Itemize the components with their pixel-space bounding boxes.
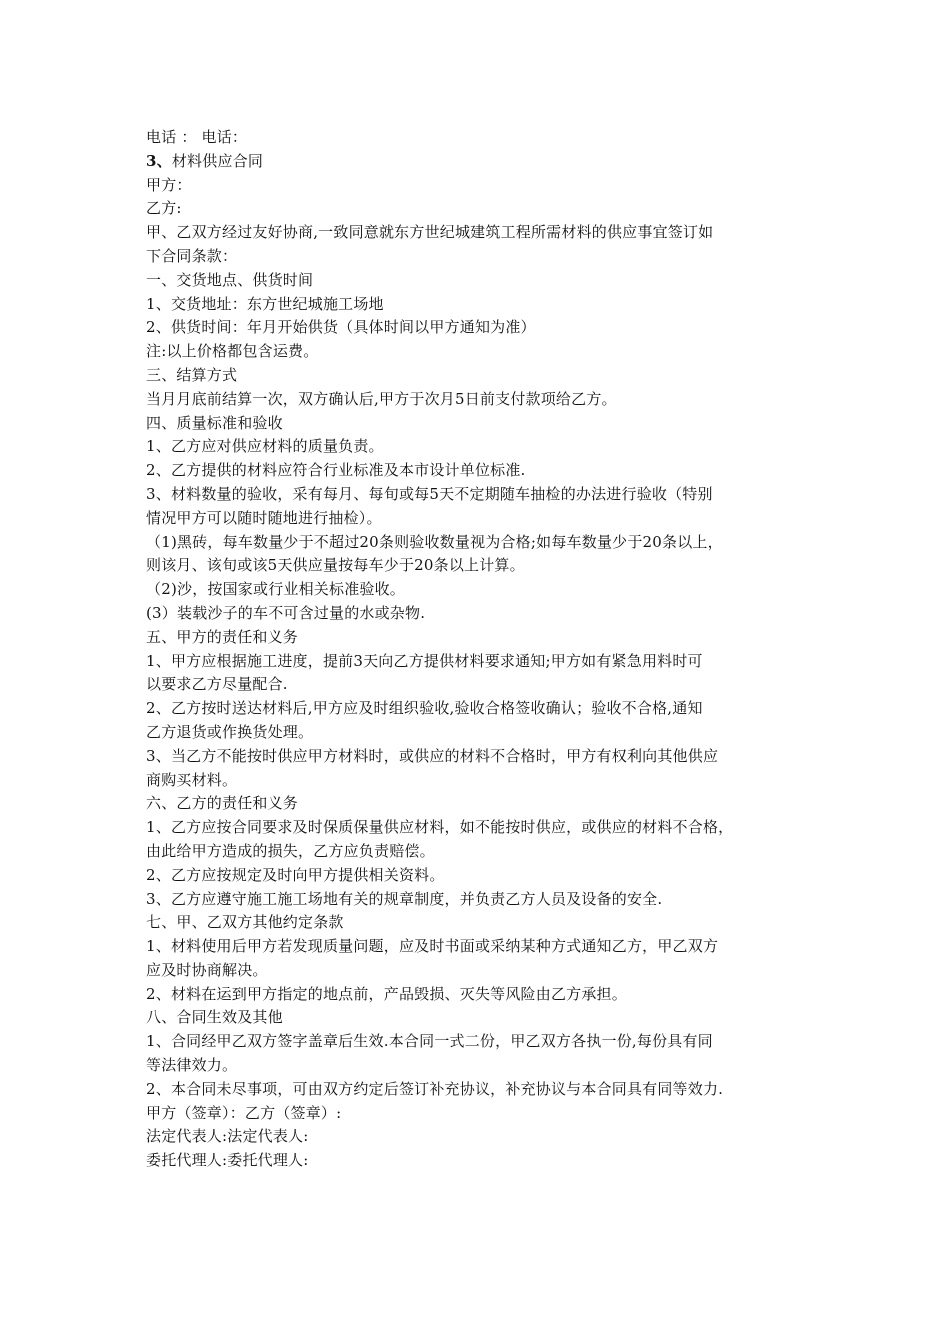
clause-heading: 五、甲方的责任和义务 xyxy=(146,627,299,646)
text-line: 乙方退货或作换货处理。 xyxy=(146,722,314,741)
text-line: （2)沙，按国家或行业相关标准验收。 xyxy=(146,580,405,599)
text-line: 1、材料使用后甲方若发现质量问题，应及时书面或采纳某种方式通知乙方，甲乙双方 xyxy=(146,937,719,956)
text-line: 情况甲方可以随时随地进行抽检）。 xyxy=(146,508,382,527)
text-line: 3、材料数量的验收，采有每月、每旬或每5天不定期随车抽检的办法进行验收（特别 xyxy=(146,484,713,503)
text-line: 当月月底前结算一次，双方确认后,甲方于次月5日前支付款项给乙方。 xyxy=(146,389,617,408)
clause-heading: 一、交货地点、供货时间 xyxy=(146,270,314,289)
text-line: 乙方: xyxy=(146,199,182,218)
text-line: 甲、乙双方经过友好协商,一致同意就东方世纪城建筑工程所需材料的供应事宜签订如 xyxy=(146,223,714,242)
signature-line: 甲方（签章）：乙方（签章）: xyxy=(146,1103,342,1122)
text-line: 1、合同经甲乙双方签字盖章后生效.本合同一式二份，甲乙双方各执一份,每份具有同 xyxy=(146,1032,713,1051)
section-number: 3、 xyxy=(146,151,172,170)
text-line: 1、甲方应根据施工进度，提前3天向乙方提供材料要求通知;甲方如有紧急用料时可 xyxy=(146,651,703,670)
text-line: 2、供货时间：年月开始供货（具体时间以甲方通知为准） xyxy=(146,318,536,337)
text-line: 2、乙方应按规定及时向甲方提供相关资料。 xyxy=(146,865,445,884)
clause-heading: 三、结算方式 xyxy=(146,365,238,384)
text-line: 3、乙方应遵守施工施工场地有关的规章制度，并负责乙方人员及设备的安全. xyxy=(146,889,663,908)
text-line: 下合同条款： xyxy=(146,246,238,265)
text-line: 2、乙方按时送达材料后,甲方应及时组织验收,验收合格签收确认；验收不合格,通知 xyxy=(146,699,703,718)
signature-line: 法定代表人:法定代表人: xyxy=(146,1127,309,1146)
section-title: 材料供应合同 xyxy=(171,151,264,170)
text-line: 由此给甲方造成的损失，乙方应负责赔偿。 xyxy=(146,841,435,860)
signature-line: 委托代理人:委托代理人: xyxy=(146,1151,309,1170)
text-line: （1)黑砖，每车数量少于不超过20条则验收数量视为合格;如每车数量少于20条以上， xyxy=(146,532,723,551)
text-line: 应及时协商解决。 xyxy=(146,960,268,979)
text-line: 2、材料在运到甲方指定的地点前，产品毁损、灭失等风险由乙方承担。 xyxy=(146,984,627,1003)
clause-heading: 四、质量标准和验收 xyxy=(146,413,283,432)
text-line: 以要求乙方尽量配合. xyxy=(146,675,288,694)
text-line: 3、当乙方不能按时供应甲方材料时，或供应的材料不合格时，甲方有权利向其他供应 xyxy=(146,746,719,765)
text-line: 1、乙方应按合同要求及时保质保量供应材料，如不能按时供应，或供应的材料不合格， xyxy=(146,818,734,837)
text-line: 甲方： xyxy=(146,175,192,194)
text-line: 1、乙方应对供应材料的质量负责。 xyxy=(146,437,384,456)
text-line: 2、本合同未尽事项，可由双方约定后签订补充协议，补充协议与本合同具有同等效力. xyxy=(146,1079,724,1098)
clause-heading: 七、甲、乙双方其他约定条款 xyxy=(146,913,344,932)
text-line: (3）装载沙子的车不可含过量的水或杂物. xyxy=(146,603,426,622)
clause-heading: 八、合同生效及其他 xyxy=(146,1008,283,1027)
text-line: 商购买材料。 xyxy=(146,770,238,789)
contract-document xyxy=(146,126,806,1173)
section-heading xyxy=(146,150,806,174)
text-line: 2、乙方提供的材料应符合行业标准及本市设计单位标准. xyxy=(146,461,526,480)
text-line: 等法律效力。 xyxy=(146,1056,238,1075)
clause-heading: 六、乙方的责任和义务 xyxy=(146,794,299,813)
text-line: 则该月、该旬或该5天供应量按每车少于20条以上计算。 xyxy=(146,556,525,575)
text-line: 电话 ： 电话： xyxy=(146,128,248,146)
text-line: 1、交货地址：东方世纪城施工场地 xyxy=(146,294,384,313)
text-line: 注:以上价格都包含运费。 xyxy=(146,342,319,361)
